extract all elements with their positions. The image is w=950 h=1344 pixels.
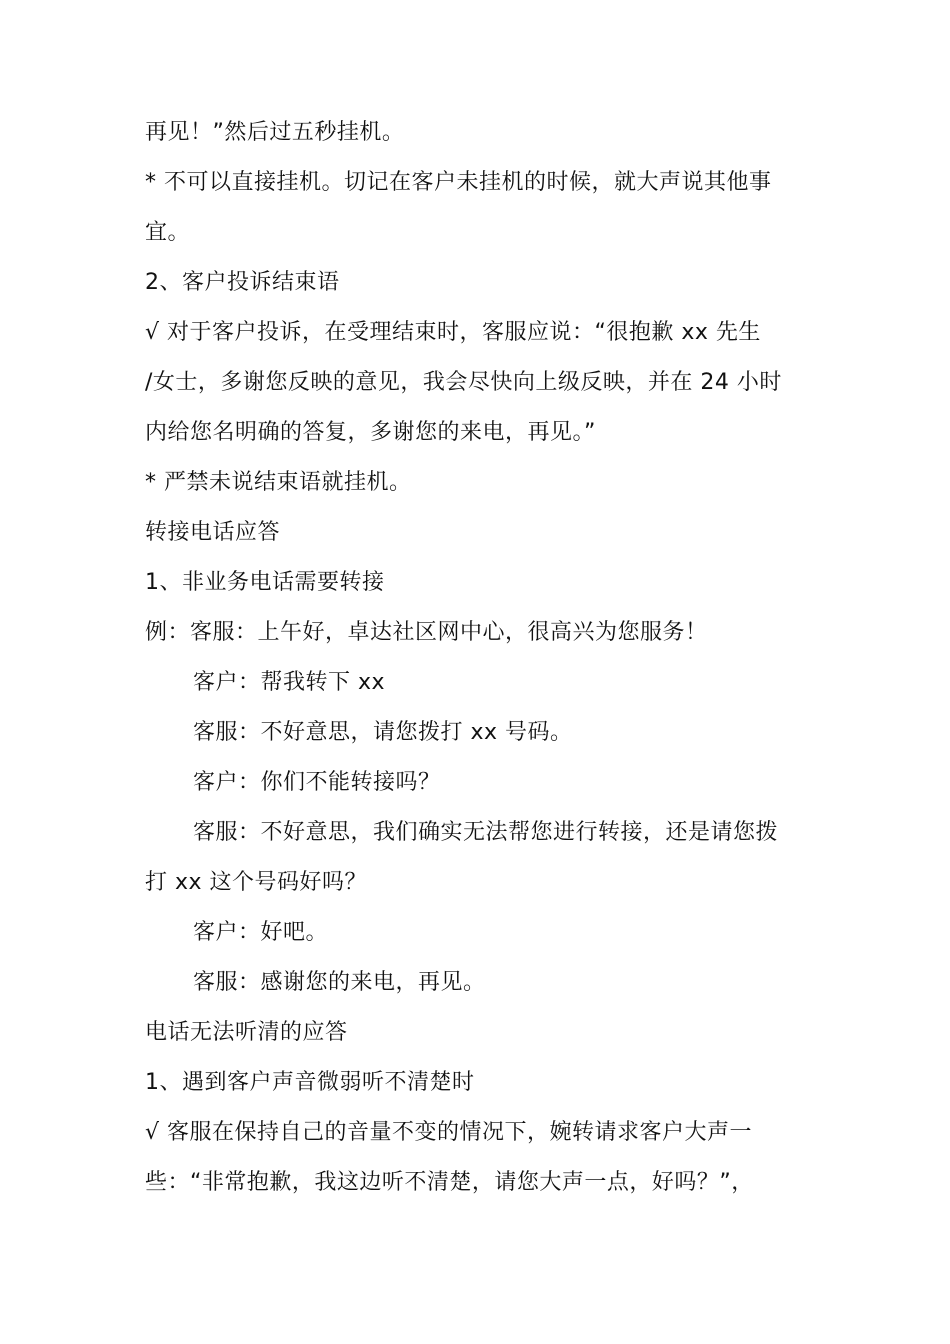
section-heading: 1、非业务电话需要转接 xyxy=(145,570,385,595)
dialogue-line: 客户：你们不能转接吗？ xyxy=(193,770,441,795)
dialogue-line: 客户：帮我转下 xx xyxy=(193,670,386,695)
section-heading: 1、遇到客户声音微弱听不清楚时 xyxy=(145,1070,475,1095)
dialogue-line: 客服：不好意思，我们确实无法帮您进行转接，还是请您拨 xyxy=(193,820,779,845)
text-line: √ 客服在保持自己的音量不变的情况下，婉转请求客户大声一 xyxy=(145,1120,753,1145)
text-line: 些：“非常抱歉，我这边听不清楚，请您大声一点，好吗？”， xyxy=(145,1170,754,1195)
text-line: 内给您名明确的答复，多谢您的来电，再见。” xyxy=(145,420,596,445)
dialogue-line: 客服：感谢您的来电，再见。 xyxy=(193,970,486,995)
section-heading: 2、客户投诉结束语 xyxy=(145,270,340,295)
text-line: 再见！”然后过五秒挂机。 xyxy=(145,120,405,145)
dialogue-line: 打 xx 这个号码好吗？ xyxy=(145,870,368,895)
text-line: 宜。 xyxy=(145,220,191,245)
text-line: * 严禁未说结束语就挂机。 xyxy=(145,470,412,495)
dialogue-line: 客户：好吧。 xyxy=(193,920,329,945)
section-heading: 电话无法听清的应答 xyxy=(145,1020,348,1045)
text-line: * 不可以直接挂机。切记在客户未挂机的时候，就大声说其他事 xyxy=(145,170,772,195)
text-line: √ 对于客户投诉，在受理结束时，客服应说：“很抱歉 xx 先生 xyxy=(145,320,761,345)
dialogue-line: 客服：不好意思，请您拨打 xx 号码。 xyxy=(193,720,573,745)
text-line: /女士，多谢您反映的意见，我会尽快向上级反映，并在 24 小时 xyxy=(145,370,782,395)
dialogue-line: 例：客服：上午好，卓达社区网中心，很高兴为您服务！ xyxy=(145,620,708,645)
section-heading: 转接电话应答 xyxy=(145,520,281,545)
